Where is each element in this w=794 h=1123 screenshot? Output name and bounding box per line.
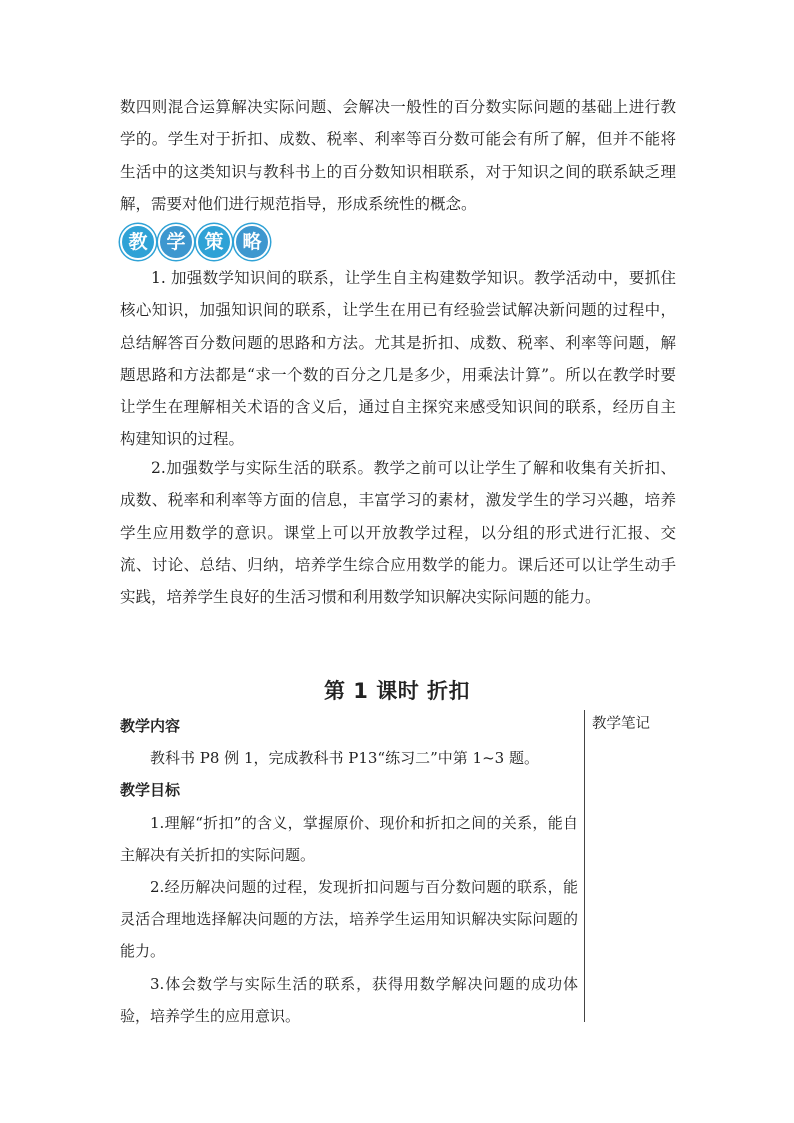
lesson-title: 第 1 课时 折扣 xyxy=(323,679,471,703)
goal-item-1: 1.理解“折扣”的含义，掌握原价、现价和折扣之间的关系，能自主解决有关折扣的实际问题。 xyxy=(120,813,578,864)
content-heading: 教学内容 xyxy=(120,717,181,735)
badge-char-1: 教 xyxy=(120,224,156,260)
badge-char-3: 策 xyxy=(196,224,232,260)
lesson-main-column xyxy=(120,710,578,1032)
goal-item-2: 2.经历解决问题的过程，发现折扣问题与百分数问题的联系，能灵活合理地选择解决问题的方法，培养学生运用知识解决实际问题的能力。 xyxy=(120,878,578,961)
goal-item-3: 3.体会数学与实际生活的联系，获得用数学解决问题的成功体验，培养学生的应用意识。 xyxy=(120,974,578,1025)
intro-paragraph: 数四则混合运算解决实际问题、会解决一般性的百分数实际问题的基础上进行教学的。学生对于折扣、成数、税率、利率等百分数可能会有所了解，但并不能将生活中的这类知识与教科书上的百分数知识相联系，对于知识之间的联系缺乏理解，需要对他们进行规范指导，形成系统性的概念。 xyxy=(120,98,676,213)
goals-heading: 教学目标 xyxy=(120,781,181,800)
content-text: 教科书 P8 例 1，完成教科书 P13“练习二”中第 1~3 题。 xyxy=(150,749,539,768)
badge-char-4: 略 xyxy=(234,224,270,260)
notes-label: 教学笔记 xyxy=(592,716,650,732)
strategy-paragraph-1: 1. 加强数学知识间的联系，让学生自主构建数学知识。教学活动中，要抓住核心知识，加强知识间的联系，让学生在用已有经验尝试解决新问题的过程中，总结解答百分数问题的思路和方法。尤其是折扣、成数、税率、利率等问题，解题思路和方法都是“求一个数的百分之几是多少，用乘法计算”。所以在教学时要让学生在理解相关术语的含义后，通过自主探究来感受知识间的联系，经历自主构建知识的过程。 xyxy=(120,269,676,449)
notes-divider xyxy=(584,710,585,1022)
strategy-paragraph-2: 2.加强数学与实际生活的联系。教学之前可以让学生了解和收集有关折扣、成数、税率和利率等方面的信息，丰富学习的素材，激发学生的学习兴趣，培养学生应用数学的意识。课堂上可以开放教学过程，以分组的形式进行汇报、交流、讨论、总结、归纳，培养学生综合应用数学的能力。课后还可以让学生动手实践，培养学生良好的生活习惯和利用数学知识解决实际问题的能力。 xyxy=(120,459,676,607)
badge-char-2: 学 xyxy=(158,224,194,260)
strategy-badge xyxy=(120,224,270,260)
